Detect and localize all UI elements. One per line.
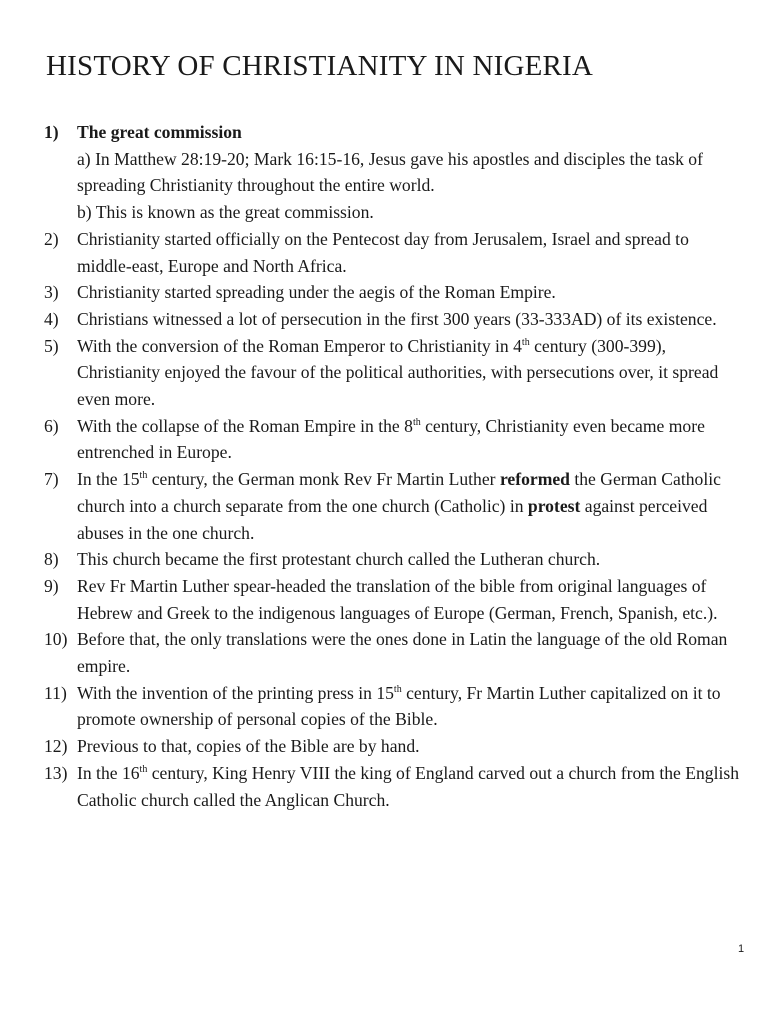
- ordinal-suffix: th: [393, 683, 402, 695]
- item-text-part: century, Christianity even became more entrenched in Europe.: [77, 415, 705, 463]
- list-item-8: [44, 546, 744, 573]
- item-text: Christianity started spreading under the aegis of the Roman Empire.: [77, 282, 556, 303]
- ordinal-suffix: th: [521, 336, 530, 348]
- item-text: Rev Fr Martin Luther spear-headed the translation of the bible from original languages of Hebrew and Greek to the indigenous languages of Europe (German, French, Spanish, etc.).: [77, 575, 718, 623]
- item-text: Christianity started officially on the Pentecost day from Jerusalem, Israel and spread to middle-east, Europe and North Africa.: [77, 228, 689, 276]
- list-item-2: [44, 226, 744, 279]
- list-item-7: [44, 466, 744, 546]
- list-item-10: [44, 626, 744, 679]
- list-item-5: [44, 333, 744, 413]
- item-text-part: century, Fr Martin Luther capitalized on it to promote ownership of personal copies of the Bible.: [77, 682, 721, 730]
- ordinal-suffix: th: [139, 470, 148, 482]
- item-number: 5): [44, 335, 59, 356]
- sub-item-a: a) In Matthew 28:19-20; Mark 16:15-16, Jesus gave his apostles and disciples the task of spreading Christianity throughout the entire world.: [77, 148, 703, 196]
- list-item-3: [44, 279, 744, 306]
- item-number: 11): [44, 682, 67, 703]
- page-number: 1: [738, 943, 745, 955]
- list-item-11: [44, 680, 744, 733]
- item-text: This church became the first protestant church called the Lutheran church.: [77, 549, 601, 570]
- item-number: 13): [44, 762, 68, 783]
- item-text-part: century, King Henry VIII the king of England carved out a church from the English Catholic church called the Anglican Church.: [77, 762, 739, 810]
- item-number: 3): [44, 282, 59, 303]
- list-item-4: [44, 306, 744, 333]
- item-text-part: against perceived abuses in the one church.: [77, 495, 708, 543]
- item-number: 12): [44, 736, 68, 757]
- bold-term-reformed: reformed: [499, 469, 570, 490]
- item-text-part: In the 15: [77, 469, 140, 490]
- list-item-6: [44, 413, 744, 466]
- item-number: 8): [44, 549, 59, 570]
- item-text-part: century (300-399), Christianity enjoyed the favour of the political authorities, with persecutions over, it spread even more.: [77, 335, 719, 410]
- item-text-part: century, the German monk Rev Fr Martin Luther: [147, 469, 500, 490]
- item-text-part: In the 16: [77, 762, 140, 783]
- item-number: 2): [44, 228, 59, 249]
- item-text-part: the German Catholic church into a church separate from the one church (Catholic) in: [77, 469, 721, 516]
- item-text-part: With the conversion of the Roman Emperor to Christianity in 4: [77, 335, 522, 356]
- bold-term-protest: protest: [527, 495, 581, 516]
- item-number: 9): [44, 575, 59, 596]
- list-item-12: [44, 733, 744, 760]
- page-title: HISTORY OF CHRISTIANITY IN NIGERIA: [46, 50, 594, 82]
- item-text: Christians witnessed a lot of persecution in the first 300 years (33-333AD) of its existence.: [77, 308, 717, 329]
- item-number: 4): [44, 308, 59, 329]
- list-item-9: [44, 573, 744, 626]
- item-number: 1): [44, 122, 59, 142]
- item-number: 10): [44, 629, 68, 650]
- list-item-1: [44, 119, 744, 226]
- item-text: Before that, the only translations were the ones done in Latin the language of the old Roman empire.: [77, 629, 728, 677]
- item-heading: The great commission: [77, 122, 242, 142]
- sub-item-b: b) This is known as the great commission.: [77, 202, 374, 223]
- item-number: 7): [44, 469, 59, 490]
- list-item-13: [44, 760, 744, 813]
- item-number: 6): [44, 415, 59, 436]
- ordinal-suffix: th: [139, 763, 148, 775]
- numbered-list: [44, 119, 744, 813]
- item-text-part: With the collapse of the Roman Empire in the 8: [77, 415, 413, 436]
- ordinal-suffix: th: [412, 416, 421, 428]
- item-text-part: With the invention of the printing press in 15: [77, 682, 394, 703]
- item-text: Previous to that, copies of the Bible are by hand.: [77, 736, 420, 757]
